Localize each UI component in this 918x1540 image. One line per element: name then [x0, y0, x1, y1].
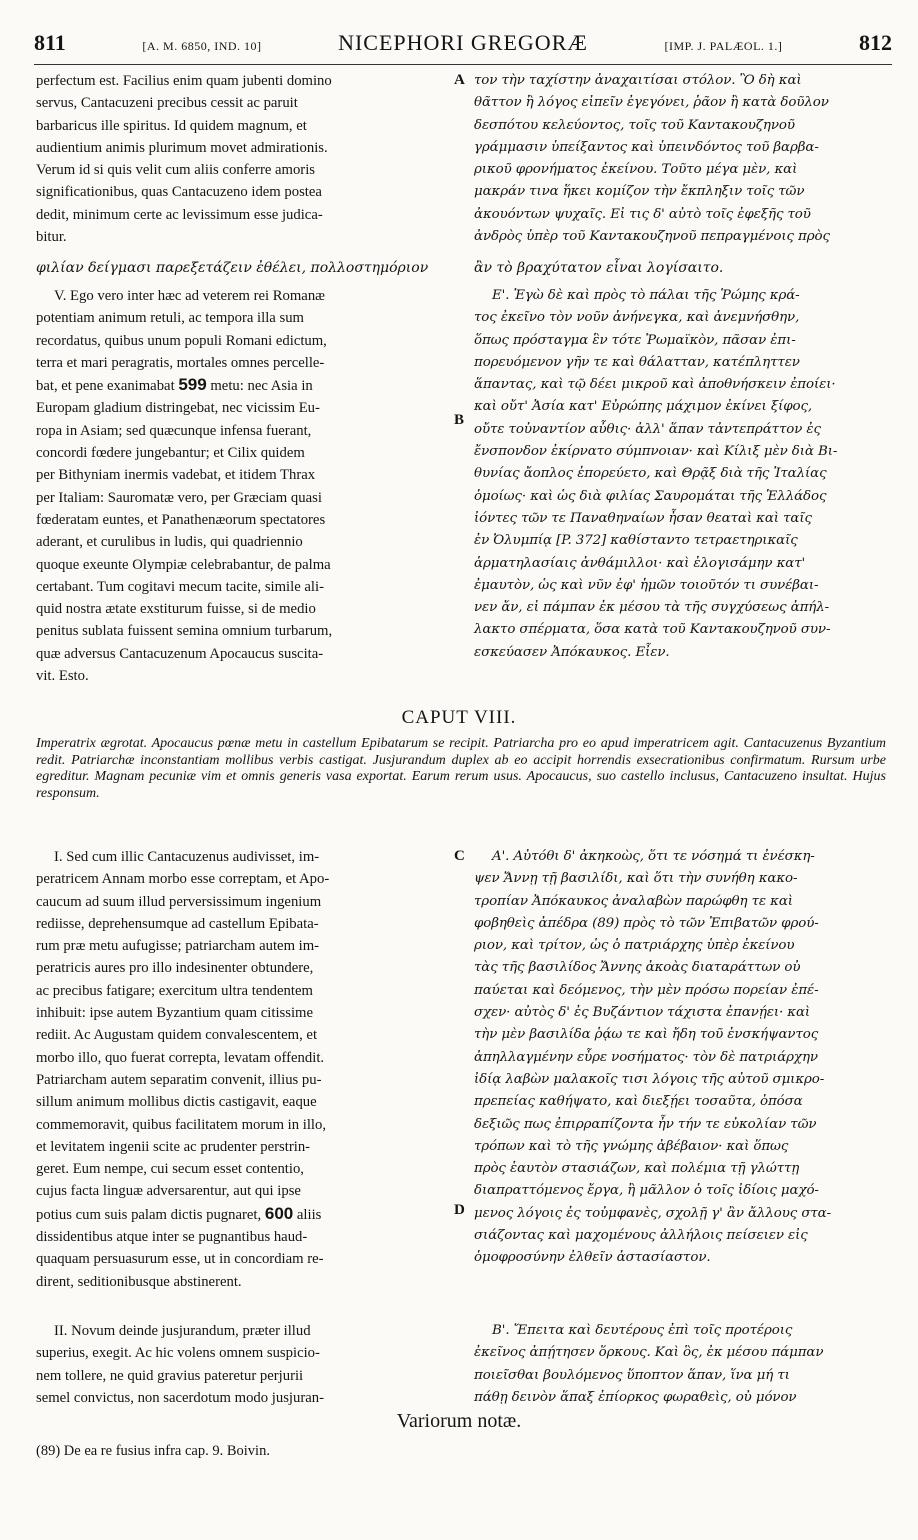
text-line: rum præ metu aufugisse; patriarcham autem im- — [36, 938, 320, 955]
text-line: II. Novum deinde jusjurandum, præter illud — [54, 1323, 311, 1339]
text-line: ψεν Ἄννῃ τῇ βασιλίδι, καὶ ὅτι τὴν συνήθη κακο- — [474, 871, 798, 887]
greek-section-v — [474, 285, 882, 664]
page-marker: 599 — [178, 375, 207, 395]
greek-spanning-line-right: ἂν τὸ βραχύτατον εἶναι λογίσαιτο. — [474, 260, 724, 276]
text-line: terra et mari peragratis, mortales omnes percelle- — [36, 354, 325, 371]
greek-section-1 — [474, 846, 882, 1270]
footnote: (89) De ea re fusius infra cap. 9. Boivin. — [36, 1443, 270, 1459]
text-line: inhibuit: ipse autem Byzantium quam citissime — [36, 1005, 313, 1022]
text-line: τὴν μὲν βασιλίδα ῥᾴω τε καὶ ἤδη τοῦ ἐνσκήψαντος — [474, 1027, 819, 1043]
text-line: perfectum est. Facilius enim quam jubenti domino — [36, 73, 332, 89]
text-line: geret. Eum nempe, cui secum esset contentio, — [36, 1161, 304, 1178]
text-line: significationibus, quas Cantacuzeno idem postea — [36, 184, 322, 201]
text-line: dedit, minimum certe ac levissimum esse judica- — [36, 206, 323, 223]
text-line: πρεπείας καθήψατο, καὶ διεξῄει τοσαῦτα, ὁπόσα — [474, 1094, 803, 1110]
text-line: ρικοῦ φρονήματος ἐκείνου. Τοῦτο μέγα μὲν, καὶ — [474, 162, 798, 178]
text-line: τὰς τῆς βασιλίδος Ἄννης ἀκοὰς διαταράττων οὐ — [474, 960, 801, 976]
text-line: ὁμοφροσύνην ἐλθεῖν ἀστασίαστον. — [474, 1250, 711, 1266]
text-line: servus, Cantacuzeni precibus cessit ac paruit — [36, 95, 298, 112]
margin-marker-a: A — [454, 72, 465, 88]
text-line: ἔνσπονδον ἐκίρνατο σύμπνοιαν· καὶ Κίλιξ μὲν διὰ Βι- — [474, 444, 838, 460]
text-line: τροπίαν Ἀπόκαυκος ἀναλαβὼν παρώφθη τε καὶ — [474, 893, 793, 909]
text-line: dissidentibus atque inter se pugnantibus haud- — [36, 1229, 308, 1246]
text-line: per Bithyniam inermis vadebat, et itidem Thrax — [36, 467, 316, 484]
text-fragment: potius cum suis palam dictis pugnaret, — [36, 1206, 262, 1223]
text-line: φοβηθεὶς ἀπέδρα (89) πρὸς τὸ τῶν Ἐπιβατῶν φρού- — [474, 915, 819, 931]
text-line: certabant. Tum cogitavi mecum tacite, simile ali- — [36, 578, 324, 595]
text-line: θυνίας ἄοπλος ἐπορεύετο, καὶ Θρᾷξ διὰ τῆς Ἰταλίας — [474, 466, 827, 482]
text-line: οὔτε τοὐναντίον αὖθις· ἀλλ' ἅπαν τἀντεπράττον ἐς — [474, 421, 821, 437]
text-line: sillum animum mollibus dictis castigavit, eaque — [36, 1094, 317, 1111]
text-line: potentiam animum retuli, ac tempora illa sum — [36, 310, 304, 327]
text-line: et levitatem ingenii scite ac prudenter perstrin- — [36, 1138, 311, 1155]
text-line: Patriarcham autem separatim convenit, illius pu- — [36, 1071, 322, 1088]
text-line: ἅπαντας, καὶ τῷ δέει μικροῦ καὶ ἀποθνήσκειν ἐποίει· — [474, 377, 836, 393]
text-line: peratricis aures pro illo indesinenter obtundere, — [36, 960, 314, 977]
text-line: per Italiam: Sauromatæ vero, per Græciam quasi — [36, 489, 322, 506]
text-line: ἐμαυτὸν, ὡς καὶ νῦν ἐφ' ἡμῶν τοιοῦτόν τι συνέβαι- — [474, 577, 819, 593]
text-line: quaquam persuasurum esse, ut in concordiam re- — [36, 1251, 324, 1268]
text-line: σχεν· αὐτὸς δ' ἐς Βυζάντιον τάχιστα ἐπανῄει· καὶ — [474, 1005, 811, 1021]
text-line: Europam gladium distringebat, nec vicissim Eu- — [36, 400, 320, 417]
margin-marker-c: C — [454, 848, 465, 864]
text-line: καὶ οὔτ' Ἀσία κατ' Εὐρώπης μάχιμον ἐκίνει ξίφος, — [474, 399, 813, 415]
greek-spanning-line-left: φιλίαν δείγμασι παρεξετάζειν ἐθέλει, πολλοστημόριον — [36, 260, 429, 276]
text-line: ropa in Asiam; sed quæcunque infensa fuerant, — [36, 422, 312, 439]
chapter-title: CAPUT VIII. — [401, 707, 517, 728]
text-line: audientium animis plurimum movet admirationis. — [36, 139, 328, 156]
text-line: superius, exegit. Ac hic volens omnem suspicio- — [36, 1345, 320, 1362]
text-line: quid nostra ætate exstiturum fuisse, si de medio — [36, 601, 316, 618]
text-fragment: bat, et pene exanimabat — [36, 378, 175, 395]
text-line: δεξιῶς πως ἐπιρραπίζοντα ἦν τήν τε εὐκολίαν τῶν — [474, 1116, 817, 1132]
text-line: Ε'. Ἐγὼ δὲ καὶ πρὸς τὸ πάλαι τῆς Ῥώμης κρά- — [492, 288, 800, 303]
latin-column-top — [36, 70, 448, 248]
text-line: penitus sublata fuissent semina omnium turbarum, — [36, 623, 333, 640]
text-fragment: aliis — [296, 1206, 322, 1223]
margin-marker-d: D — [454, 1202, 465, 1218]
text-line: τρόπων καὶ τὸ τῆς γνώμης ἀβέβαιον· καὶ ὅπως — [474, 1138, 789, 1154]
text-line — [36, 374, 448, 397]
chapter-summary: Imperatrix ægrotat. Apocaucus pœnæ metu in castellum Epibatarum se recipit. Patriarcha pro eo apud imperatricem agit. Cantacuzenus Byzantium redit. Patriarchæ inconstantiam mollibus verbis castigat. Jusjurandum duplex ab eo accipit horrendis exsecrationibus confirmatum. Rursum urbe egreditur. Magnam pecuniæ vim et omnis generis vasa exportat. Earum rerum usus. Apocaucus, suo castello inclusus, Cantacuzeno insultat. Hujus responsum. — [36, 736, 886, 801]
latin-section-2 — [36, 1320, 448, 1409]
text-line: bitur. — [36, 229, 67, 246]
text-line: διαπραττόμενος ἔργα, ἢ μᾶλλον ὁ τοῖς ἰδίοις μαχό- — [474, 1183, 819, 1199]
left-running-meta: [A. M. 6850, IND. 10] — [142, 39, 262, 53]
notes-heading: Variorum notæ. — [396, 1410, 522, 1432]
text-line: σιάζοντας καὶ μαχομένους ἀλλήλοις πείσειεν εἰς — [474, 1228, 808, 1244]
text-line: ἐκεῖνος ἀπῄτησεν ὅρκους. Καὶ ὃς, ἐκ μέσου πάμπαν — [474, 1345, 824, 1361]
left-page-number: 811 — [34, 30, 66, 55]
text-line: ac precibus fatigare; exercitum ultra tendentem — [36, 982, 313, 999]
text-line: dirent, seditionibusque abstinerent. — [36, 1273, 242, 1290]
text-line: ἐν Ὀλυμπίᾳ [P. 372] καθίσταντο τετραετηρικαῖς — [474, 533, 798, 549]
text-line: vit. Esto. — [36, 668, 89, 685]
running-title: NICEPHORI GREGORÆ — [338, 30, 588, 55]
latin-section-v — [36, 285, 448, 687]
text-line: Verum id si quis velit cum aliis conferre amoris — [36, 162, 315, 179]
text-line: μενος λόγοις ἐς τοὐμφανὲς, σχολῇ γ' ἂν ἄλλους στα- — [474, 1205, 832, 1221]
text-line: peratricem Annam morbo esse correptam, et Apo- — [36, 871, 330, 888]
text-line: δεσπότου κελεύοντος, τοῖς τοῦ Καντακουζηνοῦ — [474, 117, 795, 133]
right-running-meta: [IMP. J. PALÆOL. 1.] — [664, 39, 783, 53]
text-line: ριον, καὶ τρίτον, ὡς ὁ πατριάρχης ὑπὲρ ἐκείνου — [474, 938, 795, 954]
text-line: τος ἐκεῖνο τὸν νοῦν ἀνήνεγκα, καὶ ἀνεμνήσθην, — [474, 310, 800, 326]
margin-marker-b: B — [454, 412, 465, 428]
page-header — [34, 30, 892, 65]
text-line: morbo illo, quo fuerat correpta, levatam offendit. — [36, 1049, 325, 1066]
text-line: ἰδίᾳ λαβὼν μαλακοῖς τισι λόγοις τῆς αὐτοῦ σμικρο- — [474, 1071, 825, 1087]
text-line: πάθῃ δεινὸν ἅπαξ ἐπίορκος φωραθεὶς, οὐ μόνον — [474, 1389, 797, 1405]
text-line: recordatus, quibus unum populi Romani edictum, — [36, 332, 327, 349]
text-line: commemoravit, quibus facilitatem morum in illo, — [36, 1116, 327, 1133]
text-line: ποιεῖσθαι βουλόμενος ὕποπτον ἅπαν, ἵνα μή τι — [474, 1367, 790, 1383]
text-line: τον τὴν ταχίστην ἀναχαιτίσαι στόλον. Ὃ δὴ καὶ — [474, 73, 802, 88]
text-line: εσκεύασεν Ἀπόκαυκος. Εἶεν. — [474, 644, 670, 660]
text-line: Β'. Ἔπειτα καὶ δευτέρους ἐπὶ τοῖς προτέροις — [492, 1323, 793, 1338]
text-line: μακράν τινα ἥκει κομίζον τὴν ἔκπληξιν τοῖς τῶν — [474, 184, 805, 200]
text-line: παύεται καὶ δεόμενος, τὴν μὲν πρόσω πορείαν ἐπέ- — [474, 982, 819, 998]
text-line: fœderatam euntes, et Panathenæorum spectatores — [36, 511, 326, 528]
text-line: ἁρματηλασίαις ἀνθάμιλλοι· καὶ ἐλογισάμην κατ' — [474, 555, 806, 571]
text-line: ὅπως πρόσταγμα ἓν τότε Ῥωμαϊκὸν, πᾶσαν ἐπι- — [474, 332, 796, 348]
text-line: πορευόμενον γῆν τε καὶ θάλατταν, κατέπληττεν — [474, 354, 800, 370]
right-page-number: 812 — [858, 30, 892, 55]
text-line: ἰόντες τῶν τε Παναθηναίων ἦσαν θεαταὶ καὶ ταῖς — [474, 510, 812, 526]
text-line: semel convictus, non sacerdotum modo jusjuran- — [36, 1389, 324, 1406]
page-marker: 600 — [264, 1203, 294, 1223]
text-line: rediisse, deprehensumque ad castellum Epibata- — [36, 915, 319, 932]
text-line: πρὸς ἑαυτὸν στασιάζων, καὶ πολέμια τῇ γλώττῃ — [474, 1161, 800, 1177]
text-line: caucum ad suum illud perversissimum ingenium — [36, 893, 322, 910]
greek-column-top — [474, 70, 882, 248]
text-line: ὁμοίως· καὶ ὡς διὰ φιλίας Σαυρομάται τῆς Ἑλλάδος — [474, 488, 827, 504]
text-line: barbaricus ille spiritus. Id quidem magnum, et — [36, 117, 307, 134]
text-line: cujus facta linguæ adversarentur, aut qui ipse — [36, 1183, 301, 1200]
text-line: rediit. Ac Augustam quidem convalescentem, et — [36, 1027, 318, 1044]
text-line: ἀνδρὸς ὑπὲρ τοῦ Καντακουζηνοῦ πεπραγμένοις πρὸς — [474, 229, 830, 245]
text-line: quæ adversus Cantacuzenum Apocaucus suscita- — [36, 645, 324, 662]
text-line: quoque exeunte Olympiæ celebrabantur, de palma — [36, 556, 331, 573]
text-line: ἀκουόντων ψυχαῖς. Εἰ τις δ' αὐτὸ τοῖς ἐφεξῆς τοῦ — [474, 206, 811, 222]
text-line: aderant, et curulibus in ludis, qui quadriennio — [36, 534, 303, 551]
text-line: λακτο σπέρματα, ὅσα κατὰ τοῦ Καντακουζηνοῦ συν- — [474, 622, 831, 638]
text-line: ἀπηλλαγμένην εὗρε νοσήματος· τὸν δὲ πατριάρχην — [474, 1049, 818, 1065]
text-line: νεν ἄν, εἰ πάμπαν ἐκ μέσου τὰ τῆς συγχύσεως ἀπήλ- — [474, 600, 830, 616]
text-line: I. Sed cum illic Cantacuzenus audivisset, im- — [54, 849, 320, 865]
text-fragment: metu: nec Asia in — [210, 378, 313, 395]
greek-section-2 — [474, 1320, 882, 1409]
latin-section-1 — [36, 846, 448, 1293]
text-line: V. Ego vero inter hæc ad veterem rei Romanæ — [54, 288, 325, 304]
text-line: concordi fœdere jungebantur; et Cilix quidem — [36, 445, 305, 462]
text-line — [36, 1203, 448, 1226]
text-line: Α'. Αὐτόθι δ' ἀκηκοὼς, ὅτι τε νόσημά τι ἐνέσκη- — [492, 849, 815, 864]
text-line: nem tollere, ne quid gravius pateretur perjurii — [36, 1367, 304, 1384]
text-line: γράμμασιν ὑπείξαντος καὶ ὑπεινδόντος τοῦ βαρβα- — [474, 139, 819, 155]
text-line: θᾶττον ἢ λόγος εἰπεῖν ἐγεγόνει, ῥᾶον ἢ κατὰ δοῦλον — [474, 95, 829, 111]
